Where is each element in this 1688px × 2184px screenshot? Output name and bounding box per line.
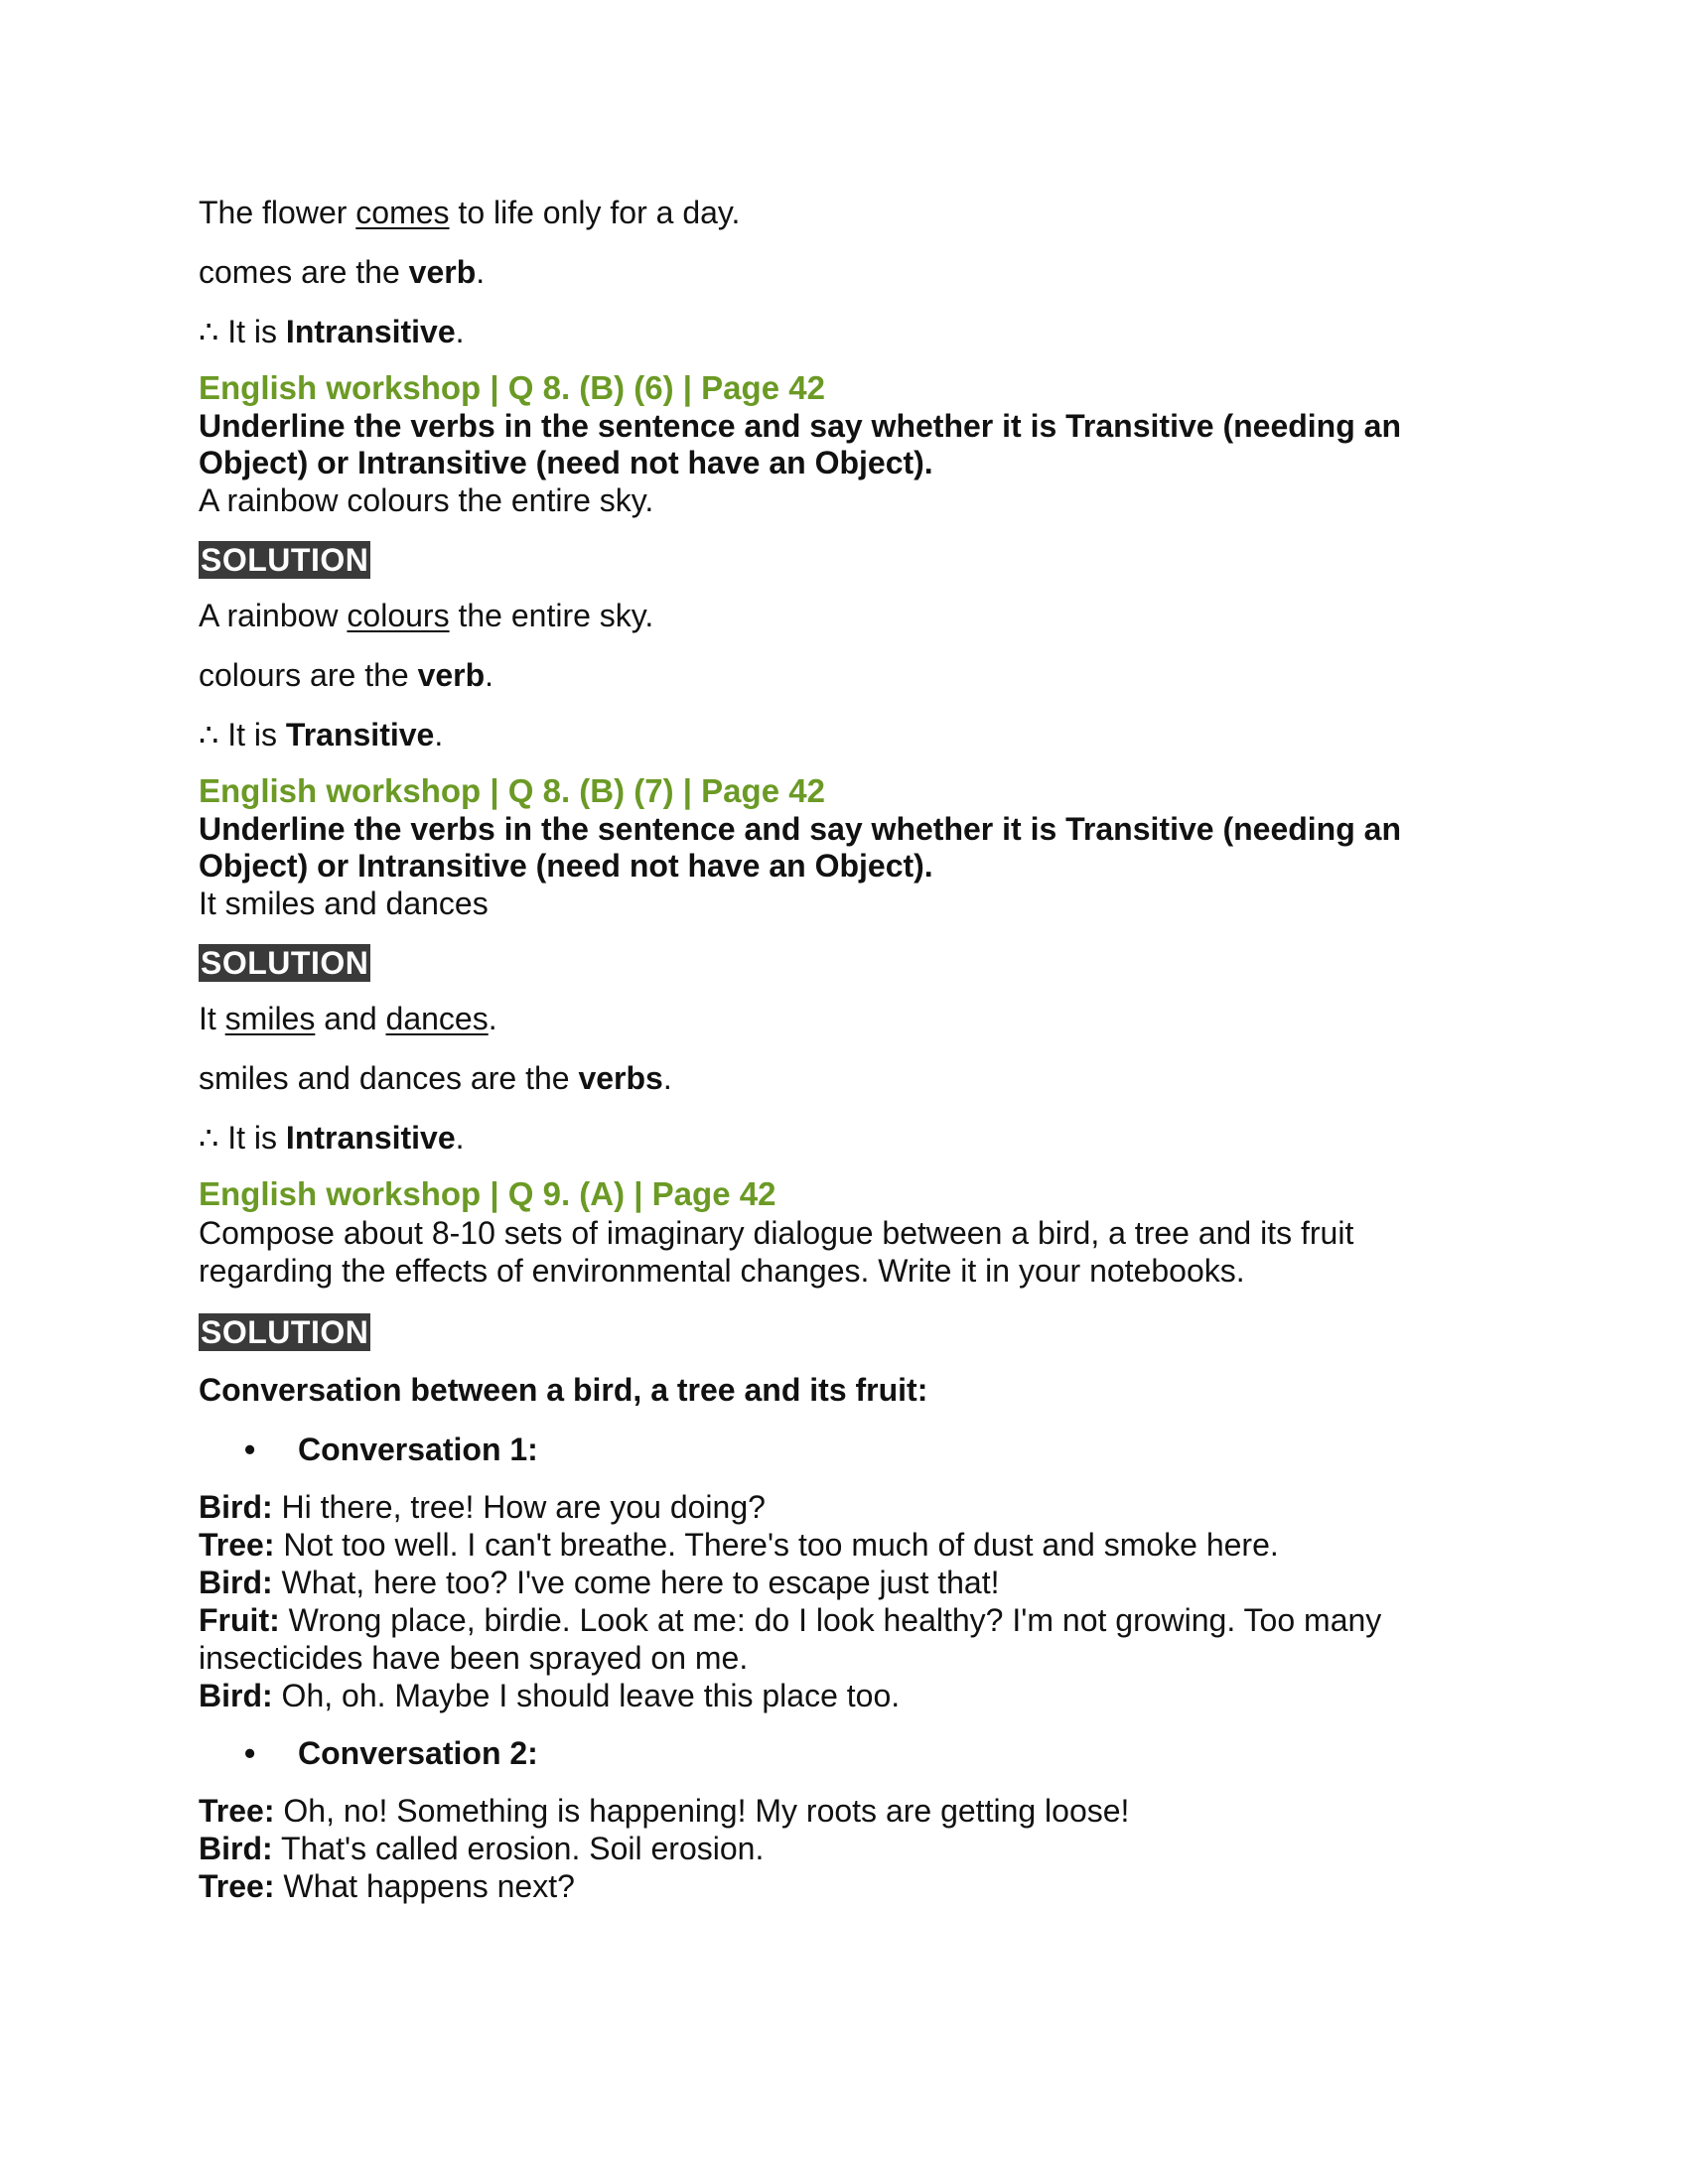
text: smiles and dances are the [199, 1060, 579, 1096]
text: ∴ It is [199, 1120, 286, 1156]
dialogue-line [199, 1601, 1489, 1677]
underlined-verb: smiles [224, 1001, 316, 1036]
bold-text: Intransitive [285, 1120, 456, 1156]
text: What, here too? I've come here to escape just that! [272, 1565, 1000, 1600]
verb-statement [199, 656, 1489, 694]
dialogue-line [199, 1526, 1489, 1564]
text: . [455, 1120, 465, 1156]
conclusion [199, 716, 1489, 753]
text: The flower [199, 195, 356, 230]
text: It [199, 1001, 225, 1036]
conclusion [199, 1119, 1489, 1157]
dialogue-line [199, 1677, 1489, 1714]
text: colours are the [199, 657, 418, 693]
underlined-verb: dances [385, 1001, 489, 1036]
text: Conversation 2: [298, 1735, 538, 1771]
question-text: Underline the verbs in the sentence and say whether it is Transitive (needing an Object) or Intransitive (need not have an Object). [199, 408, 1401, 480]
speaker: Bird: [199, 1489, 273, 1525]
answer-sentence [199, 1000, 1489, 1037]
speaker: Tree: [199, 1527, 275, 1563]
solution-badge: SOLUTION [201, 1314, 369, 1350]
speaker: Fruit: [199, 1602, 280, 1638]
text: ∴ It is [199, 314, 286, 349]
conversation-2 [199, 1792, 1489, 1905]
dialogue-line [199, 1867, 1489, 1905]
question-heading[interactable]: English workshop | Q 9. (A) | Page 42 [199, 1175, 776, 1212]
text: Oh, oh. Maybe I should leave this place too. [272, 1678, 901, 1713]
question-sentence: It smiles and dances [199, 886, 489, 921]
bullet-icon: • [244, 1735, 256, 1771]
text: . [476, 254, 486, 290]
question-text: Compose about 8-10 sets of imaginary dialogue between a bird, a tree and its fruit regarding the effects of environmental changes. Write it in your notebooks. [199, 1215, 1354, 1289]
text: . [455, 314, 465, 349]
text: . [488, 1001, 497, 1036]
speaker: Bird: [199, 1678, 273, 1713]
verb-statement [199, 1059, 1489, 1097]
question-heading[interactable]: English workshop | Q 8. (B) (6) | Page 42 [199, 369, 825, 406]
text: . [485, 657, 494, 693]
dialogue-line [199, 1564, 1489, 1601]
text: Conversation 1: [298, 1432, 538, 1467]
bold-text: verb [417, 657, 486, 693]
text: . [434, 717, 444, 752]
bold-text: verb [408, 254, 477, 290]
underlined-verb: comes [355, 195, 450, 230]
conversation-1 [199, 1488, 1489, 1714]
bold-text: Transitive [285, 717, 435, 752]
solution-badge: SOLUTION [201, 542, 369, 578]
text: That's called erosion. Soil erosion. [272, 1831, 765, 1866]
speaker: Bird: [199, 1565, 273, 1600]
solution-intro: Conversation between a bird, a tree and its fruit: [199, 1372, 928, 1408]
dialogue-line [199, 1830, 1489, 1867]
question-heading[interactable]: English workshop | Q 8. (B) (7) | Page 42 [199, 772, 825, 809]
text: Oh, no! Something is happening! My roots are getting loose! [274, 1793, 1130, 1829]
verb-statement [199, 253, 1489, 291]
bullet-icon: • [244, 1432, 256, 1467]
text: ∴ It is [199, 717, 286, 752]
text: the entire sky. [449, 598, 654, 633]
text: to life only for a day. [449, 195, 741, 230]
bold-text: verbs [578, 1060, 663, 1096]
text: What happens next? [274, 1868, 575, 1904]
text: and [315, 1001, 386, 1036]
document-page [199, 194, 1489, 1905]
dialogue-line [199, 1792, 1489, 1830]
text: comes are the [199, 254, 409, 290]
text: Hi there, tree! How are you doing? [272, 1489, 766, 1525]
speaker: Bird: [199, 1831, 273, 1866]
question-sentence: A rainbow colours the entire sky. [199, 482, 654, 518]
conversation-heading [199, 1734, 1489, 1772]
text: Wrong place, birdie. Look at me: do I look healthy? I'm not growing. Too many insecticides have been sprayed on me. [199, 1602, 1382, 1676]
text: Not too well. I can't breathe. There's too much of dust and smoke here. [274, 1527, 1279, 1563]
answer-sentence [199, 597, 1489, 634]
bold-text: Intransitive [285, 314, 456, 349]
underlined-verb: colours [347, 598, 450, 633]
solution-badge: SOLUTION [201, 945, 369, 981]
text: A rainbow [199, 598, 348, 633]
speaker: Tree: [199, 1793, 275, 1829]
speaker: Tree: [199, 1868, 275, 1904]
conclusion [199, 313, 1489, 350]
example-sentence [199, 194, 1489, 231]
conversation-heading [199, 1431, 1489, 1468]
question-text: Underline the verbs in the sentence and say whether it is Transitive (needing an Object) or Intransitive (need not have an Object). [199, 811, 1401, 884]
dialogue-line [199, 1488, 1489, 1526]
text: . [662, 1060, 672, 1096]
